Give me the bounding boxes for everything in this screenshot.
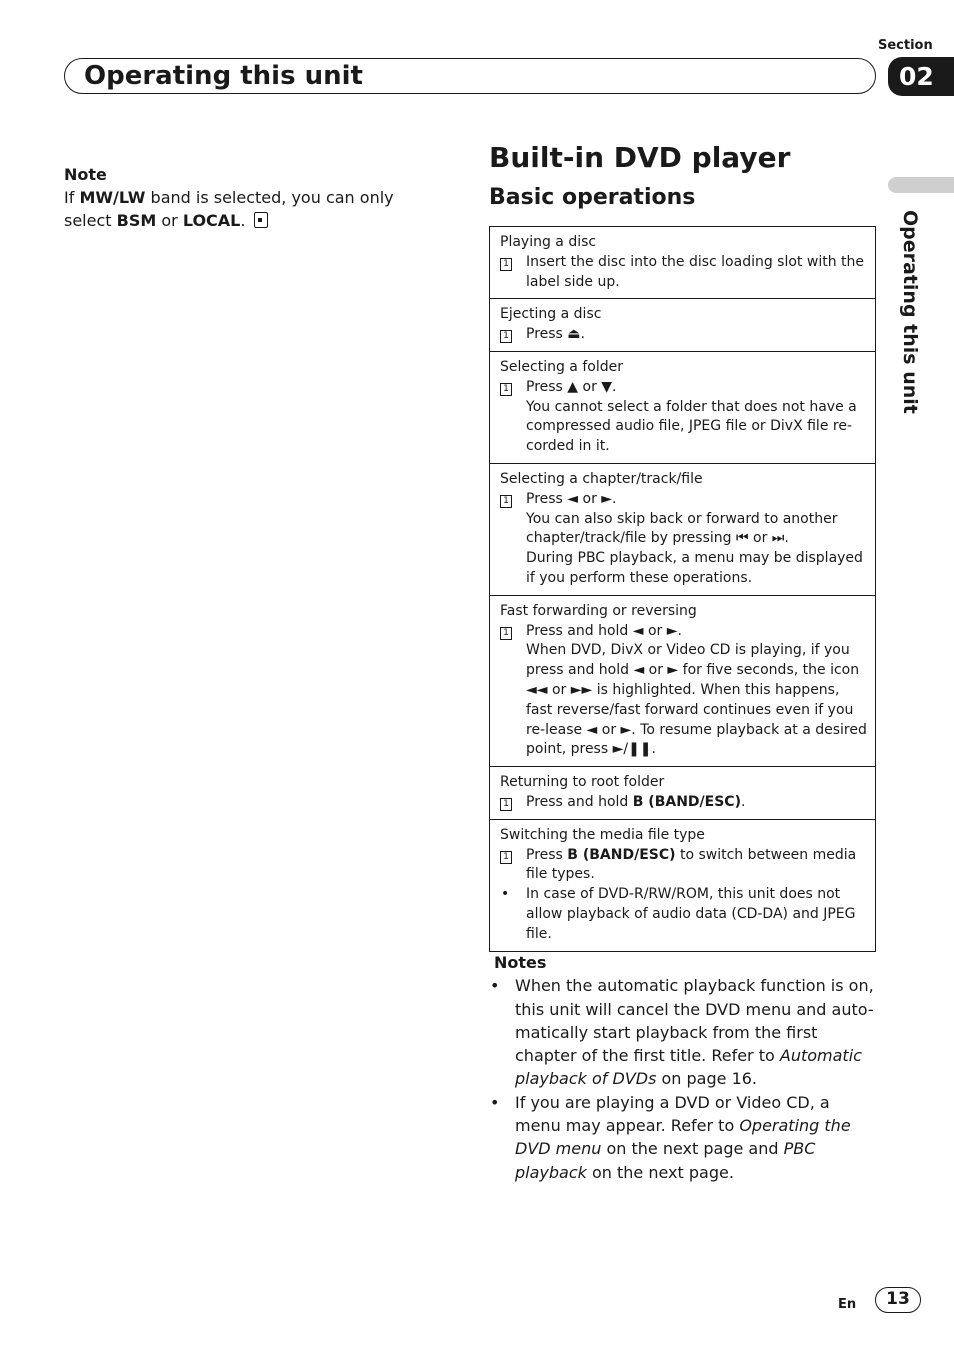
step-text: Press ⏏. bbox=[526, 326, 585, 343]
operation-step bbox=[500, 253, 867, 293]
bullet-text: In case of DVD-R/RW/ROM, this unit does not allow playback of audio data (CD-DA) and JPEG file. bbox=[526, 886, 856, 942]
note-text-part: . bbox=[240, 211, 246, 230]
step-number-icon: 1 bbox=[500, 495, 512, 508]
operation-fast-forward bbox=[490, 595, 875, 766]
step-text: Press ◄ or ►. bbox=[526, 490, 617, 507]
operation-heading: Ejecting a disc bbox=[500, 306, 602, 323]
operation-step bbox=[500, 793, 867, 813]
notes-text-part: on the next page. bbox=[586, 1162, 734, 1182]
note-heading: Note bbox=[64, 165, 107, 184]
notes-text-part: When the automatic playback function is on, this unit will cancel the DVD menu and auto-matically start playback from the first chapter of the first title. Refer to bbox=[515, 976, 874, 1066]
operation-heading: Switching the media file type bbox=[500, 826, 705, 843]
operation-step bbox=[500, 490, 867, 589]
step-number-icon: 1 bbox=[500, 627, 512, 640]
page-header-title: Operating this unit bbox=[84, 61, 363, 91]
operation-media-file-type bbox=[490, 819, 875, 951]
operation-bullet bbox=[500, 885, 867, 944]
operation-heading: Returning to root folder bbox=[500, 774, 665, 791]
step-number-icon: 1 bbox=[500, 851, 512, 864]
notes-item bbox=[490, 1091, 875, 1184]
note-term-local: LOCAL bbox=[182, 211, 241, 230]
step-text-part: Press and hold bbox=[526, 793, 633, 810]
step-number-icon: 1 bbox=[500, 798, 512, 811]
step-text-part: . bbox=[740, 793, 746, 810]
operation-heading: Playing a disc bbox=[500, 234, 597, 250]
end-of-section-icon bbox=[254, 212, 268, 228]
operation-playing-disc bbox=[490, 227, 875, 298]
cross-reference: Operating the DVD menu bbox=[515, 1116, 851, 1159]
note-text-part: If bbox=[64, 188, 80, 207]
step-text bbox=[526, 793, 867, 813]
step-note: When DVD, DivX or Video CD is playing, if you press and hold ◄ or ► for five seconds, the icon ◄◄ or ►► is highlighted. When this happens, fast reverse/fast forward continues even if you re-lease ◄ or ►. To resume playback at a desired point, press ►/❚❚. bbox=[526, 642, 867, 758]
notes-item bbox=[490, 974, 875, 1090]
language-label: En bbox=[838, 1297, 857, 1312]
section-subtitle: Basic operations bbox=[489, 185, 696, 210]
step-note: During PBC playback, a menu may be displayed if you perform these operations. bbox=[526, 550, 863, 586]
step-note: You can also skip back or forward to another chapter/track/file by pressing ⏮ or ⏭. bbox=[526, 510, 838, 547]
step-text: Insert the disc into the disc loading slot with the label side up. bbox=[526, 253, 864, 290]
operation-heading: Selecting a folder bbox=[500, 358, 623, 375]
operation-heading: Selecting a chapter/track/file bbox=[500, 470, 703, 487]
step-text bbox=[526, 846, 867, 886]
step-number-icon: 1 bbox=[500, 383, 512, 396]
step-number-icon: 1 bbox=[500, 330, 512, 343]
bullet-icon: • bbox=[490, 976, 500, 996]
left-note bbox=[64, 163, 444, 232]
operation-root-folder bbox=[490, 766, 875, 819]
page-number: 13 bbox=[875, 1287, 921, 1313]
button-name: B (BAND/ESC) bbox=[567, 846, 676, 863]
operation-step bbox=[500, 378, 867, 457]
step-text: Press and hold ◄ or ►. bbox=[526, 622, 682, 639]
note-term-bsm: BSM bbox=[116, 211, 157, 230]
button-name: B (BAND/ESC) bbox=[632, 793, 741, 810]
cross-reference: Automatic playback of DVDs bbox=[515, 1046, 862, 1089]
section-label: Section bbox=[878, 38, 933, 53]
notes-item-text bbox=[515, 974, 875, 1090]
bullet-icon: • bbox=[501, 886, 510, 903]
section-number-tab: 02 bbox=[888, 57, 954, 96]
operation-ejecting-disc bbox=[490, 298, 875, 351]
operation-selecting-chapter bbox=[490, 463, 875, 595]
note-text-part: band is selected, you can only select bbox=[64, 188, 394, 230]
step-text-part: to switch between media file types. bbox=[526, 846, 857, 883]
bullet-icon: • bbox=[490, 1092, 500, 1112]
note-text bbox=[64, 186, 444, 232]
operation-step bbox=[500, 622, 867, 761]
notes-text-part: on page 16. bbox=[656, 1069, 758, 1089]
notes-heading: Notes bbox=[494, 953, 547, 972]
step-text: Press ▲ or ▼. bbox=[526, 378, 617, 395]
operation-step bbox=[500, 325, 867, 345]
notes-text-part: If you are playing a DVD or Video CD, a menu may appear. Refer to bbox=[515, 1092, 830, 1136]
step-text-part: Press bbox=[526, 846, 568, 863]
notes-text-part: on the next page and bbox=[601, 1139, 784, 1159]
note-term-mwlw: MW/LW bbox=[79, 188, 146, 207]
operations-table bbox=[489, 226, 876, 952]
notes-item-text bbox=[515, 1091, 875, 1184]
side-tab-marker bbox=[888, 177, 954, 193]
section-title: Built-in DVD player bbox=[489, 141, 791, 174]
operation-selecting-folder bbox=[490, 351, 875, 463]
operation-heading: Fast forwarding or reversing bbox=[500, 602, 697, 619]
note-text-part: or bbox=[156, 211, 183, 230]
notes-block bbox=[490, 951, 875, 1184]
step-note: You cannot select a folder that does not have a compressed audio file, JPEG file or DivX file re-corded in it. bbox=[526, 398, 857, 455]
cross-reference: PBC playback bbox=[515, 1139, 816, 1182]
side-running-title: Operating this unit bbox=[899, 210, 921, 414]
step-number-icon: 1 bbox=[500, 258, 512, 271]
operation-step bbox=[500, 846, 867, 886]
